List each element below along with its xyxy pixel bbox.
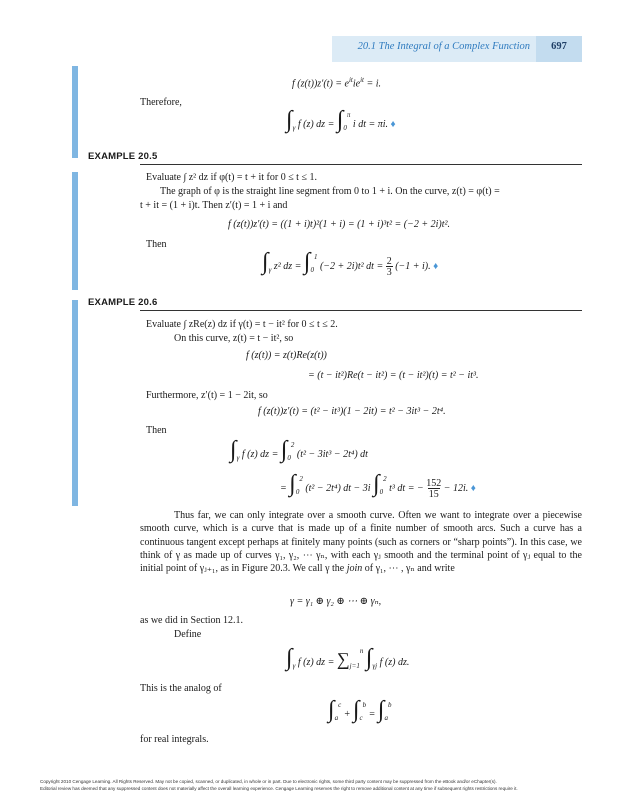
ex5-line1: Evaluate ∫ z² dz if φ(t) = t + it for 0 ≤ t ≤ 1. — [146, 172, 317, 183]
ex6-then: Then — [146, 425, 167, 436]
ex5-then: Then — [146, 239, 167, 250]
copyright-line-2: Editorial review has deemed that any suppressed content does not materially affect the overall learning experience. Cengage Learning reserves the right to remove additional content at any time if subsequent rights restrictions require it. — [40, 786, 518, 791]
example-20-6-rule — [140, 310, 582, 311]
ex5-equation-2: $\int_\gamma$ z² dz = $\int_0^1$ (−2 + 2i)t² dt = 2 3 (−1 + i). ♦ — [262, 249, 439, 278]
ex6-furthermore: Furthermore, z′(t) = 1 − 2it, so — [146, 390, 268, 401]
copyright-line-1: Copyright 2010 Cengage Learning. All Rights Reserved. May not be copied, scanned, or duplicated, in whole or in part. Due to electronic rights, some third party content may be suppressed from the eBook and/or eChapter(s). — [40, 779, 497, 784]
therefore-text: Therefore, — [140, 97, 182, 108]
margin-bar-top — [72, 66, 78, 158]
margin-bar-ex5 — [72, 172, 78, 290]
section-reference: as we did in Section 12.1. — [140, 615, 244, 626]
analog-equation: $\int_a^c + \int_c^b = \int_a^b$ — [328, 697, 392, 723]
ex6-equation-4: $\int_\gamma$ f (z) dz = $\int_0^2$ (t² − 3it³ − 2t⁴) dt — [230, 437, 368, 463]
body-paragraph: Thus far, we can only integrate over a smooth curve. Often we want to integrate over a piecewise smooth curve, which is a curve that is made up of a finite number of smooth arcs. Such a curve has a continuous tangent except perhaps at finitely many points (such as corners or “sharp points”). In this case, we think of γ as made up of curves γ₁, γ₂, ⋯ γₙ, with each γⱼ smooth and the terminal point of γⱼ equal to the initial point of γⱼ₊₁, as in Figure 20.3. We call γ the join of γ₁, ⋯ , γₙ and write — [140, 510, 582, 575]
ex5-equation-1: f (z(t))z′(t) = ((1 + i)t)²(1 + i) = (1 + i)³t² = (−2 + 2i)t². — [228, 219, 451, 230]
ex5-line2: The graph of φ is the straight line segment from 0 to 1 + i. On the curve, z(t) = φ(t) = — [160, 186, 500, 197]
real-integrals-text: for real integrals. — [140, 734, 209, 745]
running-header-title: 20.1 The Integral of a Complex Function — [357, 41, 530, 52]
margin-bar-ex6 — [72, 300, 78, 506]
define-text: Define — [174, 629, 202, 640]
page-number: 697 — [551, 41, 567, 52]
equation-top-1: f $(z(t))z'(t) = e^{it}ie^{it} = i$. — [292, 76, 382, 90]
example-20-5-rule — [140, 164, 582, 165]
end-diamond-icon: ♦ — [470, 483, 476, 494]
ex6-equation-2: = (t − it²)Re(t − it²) = (t − it²)(t) = t² − it³. — [308, 370, 479, 381]
ex6-equation-3: f (z(t))z′(t) = (t² − it³)(1 − 2it) = t² − 3it³ − 2t⁴. — [258, 406, 446, 417]
definition-equation: $\int_\gamma$ f (z) dz = $\sum_{j=1}^n$ $\int_{\gamma j}$ f (z) dz. — [286, 645, 410, 671]
ex6-equation-5: = $\int_0^2$ (t² − 2t⁴) dt − 3i $\int_0^2$ t³ dt = − $\frac{152}{15} - 12i$. ♦ — [280, 471, 476, 500]
ex5-line3: t + it = (1 + i)t. Then z′(t) = 1 + i and — [140, 200, 288, 211]
ex6-line1: Evaluate ∫ zRe(z) dz if γ(t) = t − it² for 0 ≤ t ≤ 2. — [146, 319, 338, 330]
end-diamond-icon: ♦ — [433, 261, 439, 272]
join-equation: γ = γ₁ ⊕ γ₂ ⊕ ⋯ ⊕ γₙ, — [290, 596, 382, 607]
example-20-6-heading: EXAMPLE 20.6 — [88, 297, 158, 308]
analog-text: This is the analog of — [140, 683, 222, 694]
ex6-line2: On this curve, z(t) = t − it², so — [174, 333, 294, 344]
end-diamond-icon: ♦ — [390, 119, 396, 130]
equation-top-2: $\int_\gamma$ f (z) dz = $\int_0^\pi$ i dt = πi. ♦ — [286, 107, 396, 133]
example-20-5-heading: EXAMPLE 20.5 — [88, 151, 158, 162]
ex6-equation-1: f (z(t)) = z(t)Re(z(t)) — [246, 350, 327, 361]
